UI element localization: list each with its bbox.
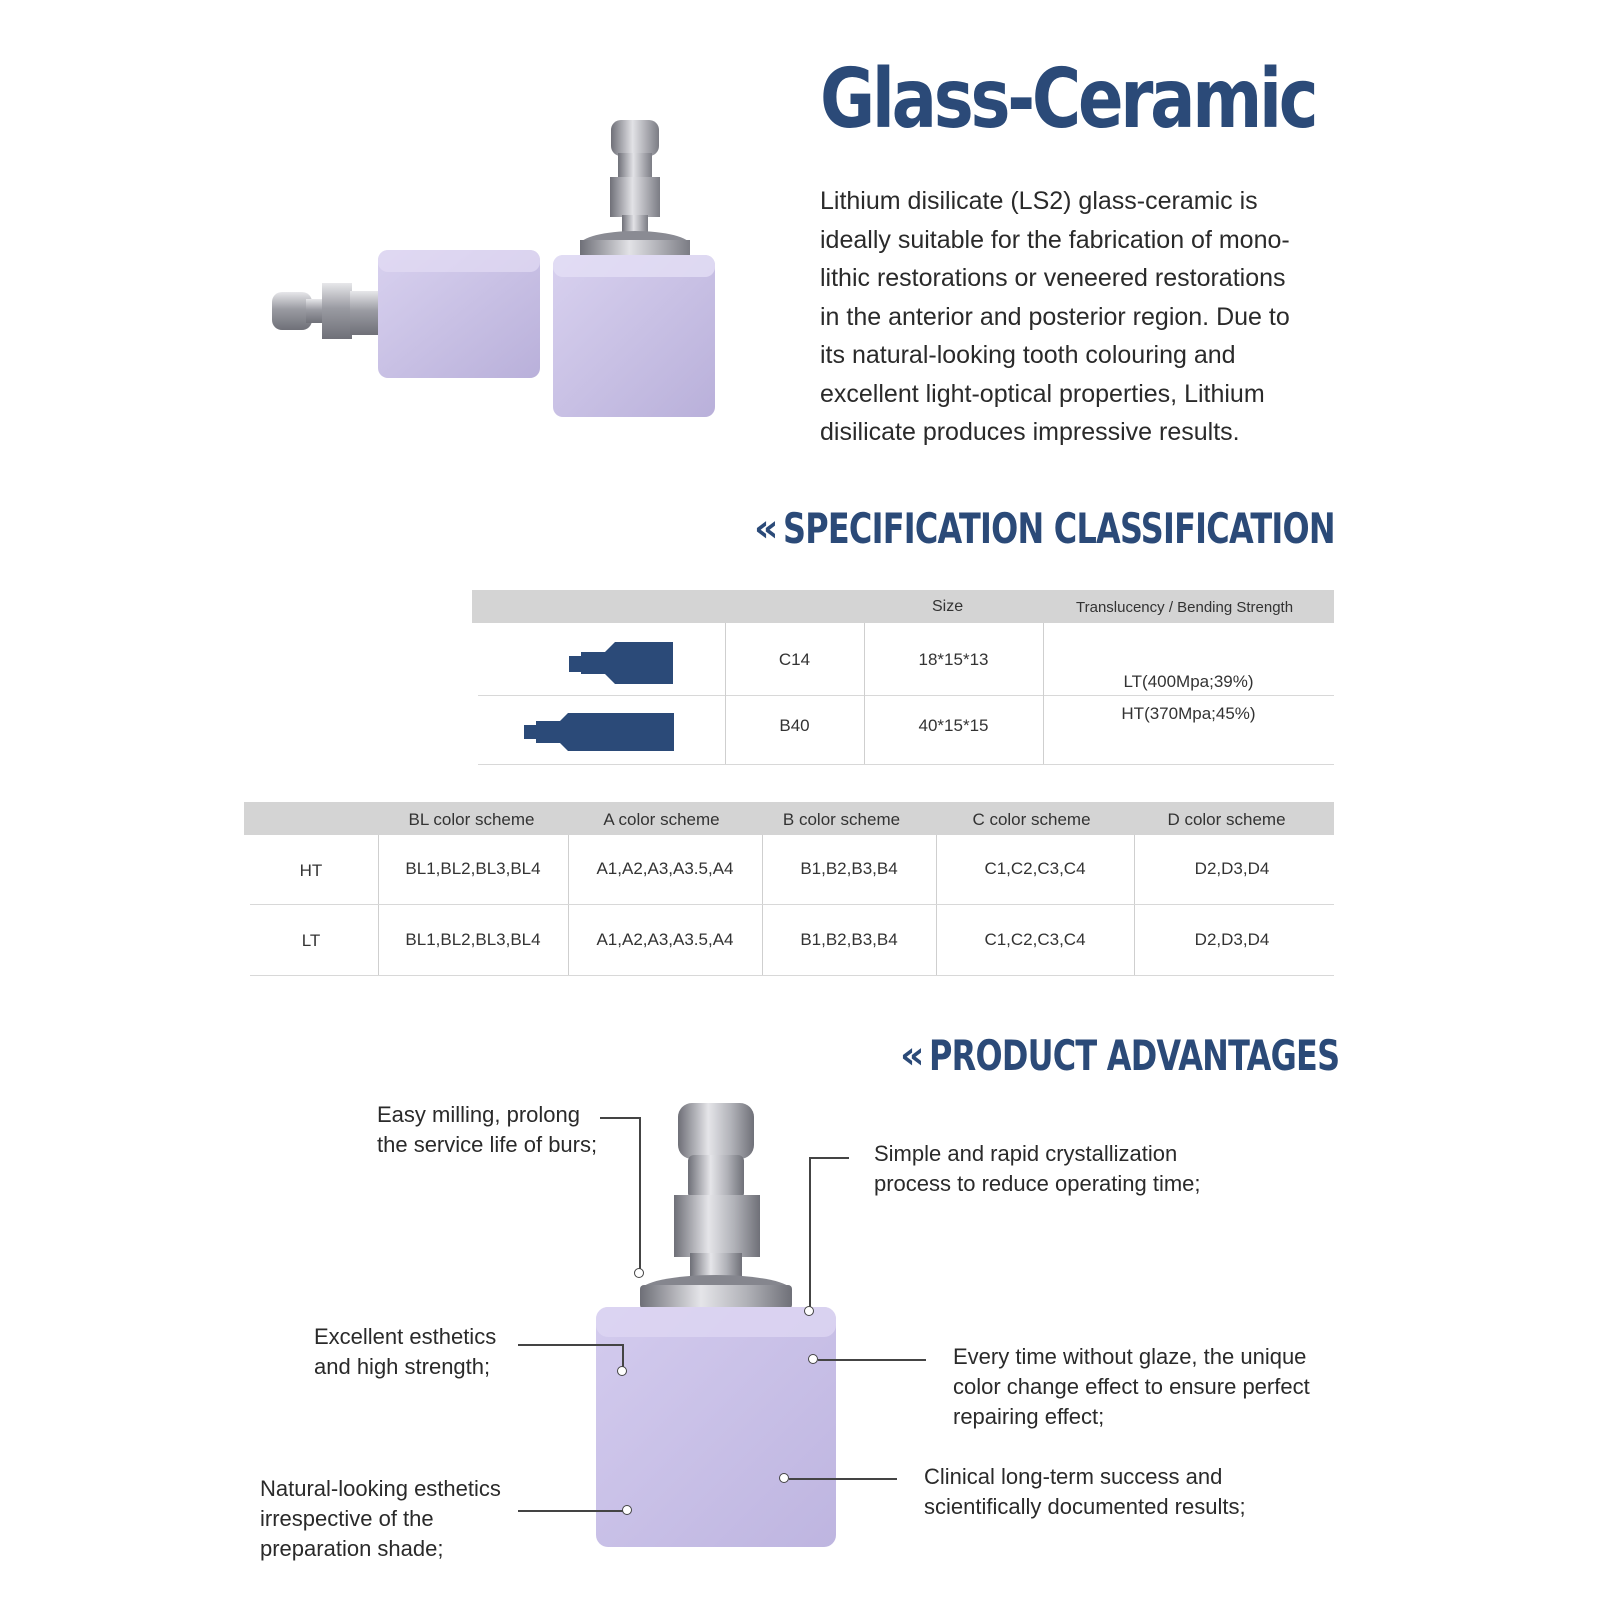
specification-heading-text: SPECIFICATION CLASSIFICATION	[782, 503, 1335, 553]
translucency-ht: HT(370Mpa;45%)	[1121, 704, 1256, 723]
row-label-lt: LT	[301, 931, 321, 950]
callout-point	[804, 1306, 814, 1316]
double-chevron-left-icon: «	[900, 1033, 915, 1077]
double-chevron-left-icon: «	[754, 506, 769, 550]
leader-line	[518, 1344, 623, 1346]
callout-clinical	[924, 1462, 1246, 1522]
intro-line: lithic restorations or veneered restorations	[820, 264, 1286, 292]
color-table-header	[244, 802, 1334, 835]
leader-line	[809, 1157, 811, 1308]
callout-line: repairing effect;	[953, 1404, 1105, 1429]
row-divider	[250, 975, 1334, 976]
column-divider	[864, 623, 865, 764]
leader-line	[789, 1478, 897, 1480]
leader-line	[600, 1117, 640, 1119]
intro-line: ideally suitable for the fabrication of mono-	[820, 225, 1290, 254]
column-divider	[936, 835, 937, 975]
intro-line: excellent light-optical properties, Lithium	[820, 379, 1265, 408]
advantages-heading	[900, 1030, 1460, 1080]
page-title: Glass-Ceramic	[820, 52, 1316, 147]
leader-line	[622, 1344, 624, 1368]
model-b40: B40	[779, 716, 810, 735]
row-divider	[478, 764, 1334, 765]
callout-line: Natural-looking esthetics	[260, 1476, 501, 1501]
callout-line: the service life of burs;	[377, 1132, 598, 1157]
b-scheme-header: B color scheme	[782, 810, 901, 829]
specification-heading	[754, 503, 1454, 553]
a-scheme-header: A color scheme	[603, 810, 720, 829]
intro-line: disilicate produces impressive results.	[820, 418, 1240, 446]
lt-b-shades: B1,B2,B3,B4	[800, 930, 898, 949]
ht-d-shades: D2,D3,D4	[1194, 859, 1270, 878]
leader-line	[818, 1359, 926, 1361]
callout-point	[634, 1268, 644, 1278]
intro-line: in the anterior and posterior region. Due to	[820, 302, 1290, 331]
c14-block-icon	[569, 640, 673, 686]
callout-line: Easy milling, prolong	[377, 1102, 580, 1127]
bl-scheme-header: BL color scheme	[408, 810, 535, 829]
color-table-body	[244, 835, 1334, 977]
column-divider	[1134, 835, 1135, 975]
callout-natural	[260, 1474, 501, 1564]
lt-d-shades: D2,D3,D4	[1194, 930, 1270, 949]
callout-point	[617, 1366, 627, 1376]
column-divider	[725, 623, 726, 764]
intro-line: Lithium disilicate (LS2) glass-ceramic is	[820, 187, 1258, 215]
callout-point	[808, 1354, 818, 1364]
leader-line	[809, 1157, 849, 1159]
intro-paragraph	[820, 182, 1340, 452]
row-divider	[250, 904, 1334, 905]
c-scheme-header: C color scheme	[972, 810, 1091, 829]
model-c14: C14	[778, 650, 811, 669]
size-column-header: Size	[932, 598, 964, 615]
b40-block-icon	[524, 712, 674, 752]
callout-line: Clinical long-term success and	[924, 1464, 1223, 1489]
translucency-lt: LT(400Mpa;39%)	[1123, 672, 1254, 691]
translucency-values	[1043, 666, 1334, 730]
callout-easy-milling	[377, 1100, 597, 1160]
callout-glaze	[953, 1342, 1310, 1432]
callout-line: Excellent esthetics	[314, 1324, 497, 1349]
d-scheme-header: D color scheme	[1167, 810, 1286, 829]
callout-line: and high strength;	[314, 1354, 491, 1379]
callout-crystallization	[874, 1139, 1201, 1199]
specification-table-header	[472, 590, 1334, 623]
callout-line: scientifically documented results;	[924, 1494, 1246, 1519]
translucency-column-header: Translucency / Bending Strength	[1076, 599, 1294, 616]
advantages-heading-text: PRODUCT ADVANTAGES	[928, 1030, 1339, 1080]
ht-c-shades: C1,C2,C3,C4	[984, 859, 1086, 878]
size-b40: 40*15*15	[918, 716, 989, 735]
leader-line	[639, 1117, 641, 1270]
row-label-ht: HT	[299, 861, 323, 880]
product-blocks-illustration	[270, 115, 740, 445]
callout-line: Every time without glaze, the unique	[953, 1344, 1307, 1369]
callout-line: process to reduce operating time;	[874, 1171, 1201, 1196]
leader-line	[518, 1510, 623, 1512]
column-divider	[568, 835, 569, 975]
size-c14: 18*15*13	[918, 650, 989, 669]
column-divider	[378, 835, 379, 975]
callout-esthetics	[314, 1322, 496, 1382]
callout-point	[779, 1473, 789, 1483]
callout-line: irrespective of the	[260, 1506, 434, 1531]
callout-line: Simple and rapid crystallization	[874, 1141, 1178, 1166]
callout-line: preparation shade;	[260, 1536, 444, 1561]
lt-bl-shades: BL1,BL2,BL3,BL4	[405, 930, 541, 949]
ht-bl-shades: BL1,BL2,BL3,BL4	[405, 859, 541, 878]
callout-line: color change effect to ensure perfect	[953, 1374, 1310, 1399]
ht-a-shades: A1,A2,A3,A3.5,A4	[596, 859, 734, 878]
product-block-closeup	[590, 1095, 850, 1555]
ht-b-shades: B1,B2,B3,B4	[800, 859, 898, 878]
lt-a-shades: A1,A2,A3,A3.5,A4	[596, 930, 734, 949]
callout-point	[622, 1505, 632, 1515]
intro-line: its natural-looking tooth colouring and	[820, 341, 1236, 369]
column-divider	[762, 835, 763, 975]
lt-c-shades: C1,C2,C3,C4	[984, 930, 1086, 949]
